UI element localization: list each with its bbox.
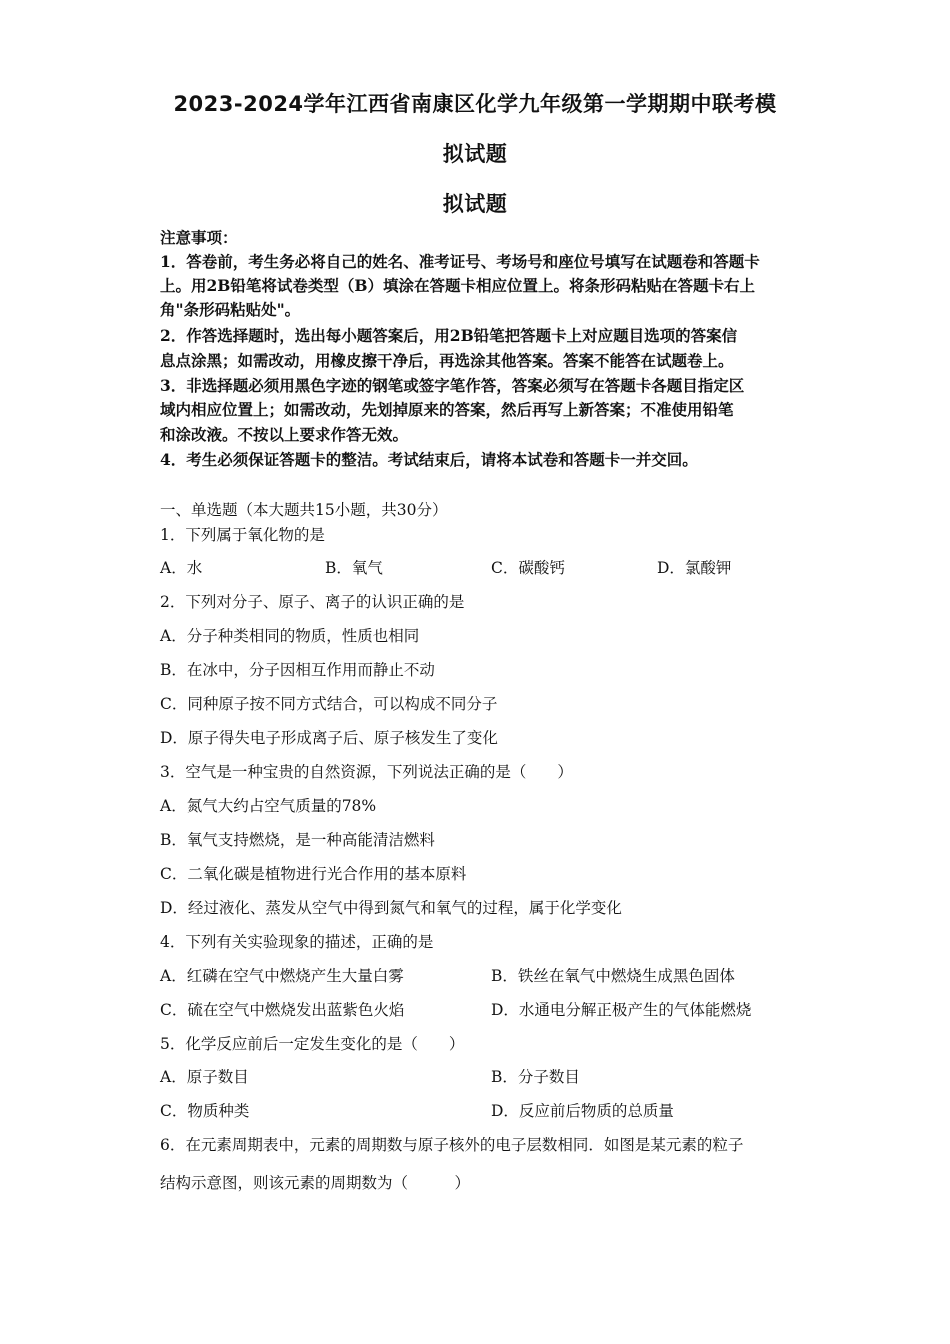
question-5-stem: 5．化学反应前后一定发生变化的是（ ） bbox=[160, 1035, 465, 1053]
notice-line: 上。用2B铅笔将试卷类型（B）填涂在答题卡相应位置上。将条形码粘贴在答题卡右上 bbox=[160, 276, 755, 295]
question-2-stem: 2．下列对分子、原子、离子的认识正确的是 bbox=[160, 593, 465, 611]
question-6-stem-line-2: 结构示意图，则该元素的周期数为（ ） bbox=[160, 1174, 471, 1192]
question-3-option-a: A．氮气大约占空气质量的78% bbox=[160, 797, 377, 815]
section-heading: 一、单选题（本大题共15小题，共30分） bbox=[160, 501, 448, 519]
notice-heading: 注意事项： bbox=[160, 228, 238, 247]
question-5-option-c: C．物质种类 bbox=[160, 1102, 250, 1120]
question-6-stem-line-1: 6．在元素周期表中，元素的周期数与原子核外的电子层数相同．如图是某元素的粒子 bbox=[160, 1136, 744, 1154]
notice-line: 域内相应位置上；如需改动，先划掉原来的答案，然后再写上新答案；不准使用铅笔 bbox=[160, 400, 734, 419]
notice-line: 角"条形码粘贴处"。 bbox=[160, 300, 301, 319]
question-4-option-b: B．铁丝在氧气中燃烧生成黑色固体 bbox=[491, 967, 735, 985]
notice-line: 3．非选择题必须用黑色字迹的钢笔或签字笔作答，答案必须写在答题卡各题目指定区 bbox=[160, 376, 745, 395]
question-3-stem: 3．空气是一种宝贵的自然资源，下列说法正确的是（ ） bbox=[160, 763, 573, 781]
exam-title-line-3: 拟试题 bbox=[442, 192, 508, 216]
question-3-option-c: C．二氧化碳是植物进行光合作用的基本原料 bbox=[160, 865, 467, 883]
question-1-option-d: D．氯酸钾 bbox=[657, 559, 732, 577]
question-4-option-d: D．水通电分解正极产生的气体能燃烧 bbox=[491, 1001, 752, 1019]
notice-line: 息点涂黑；如需改动，用橡皮擦干净后，再选涂其他答案。答案不能答在试题卷上。 bbox=[160, 351, 734, 370]
question-3-option-d: D．经过液化、蒸发从空气中得到氮气和氧气的过程，属于化学变化 bbox=[160, 899, 622, 917]
question-1-option-b: B．氧气 bbox=[325, 559, 383, 577]
question-4-option-a: A．红磷在空气中燃烧产生大量白雾 bbox=[160, 967, 404, 985]
question-1-option-c: C．碳酸钙 bbox=[491, 559, 565, 577]
exam-title-line-2: 拟试题 bbox=[442, 142, 508, 166]
question-2-option-a: A．分子种类相同的物质，性质也相同 bbox=[160, 627, 420, 645]
question-1-option-a: A．水 bbox=[160, 559, 203, 577]
question-4-option-c: C．硫在空气中燃烧发出蓝紫色火焰 bbox=[160, 1001, 405, 1019]
question-5-option-b: B．分子数目 bbox=[491, 1068, 580, 1086]
question-2-option-b: B．在冰中，分子因相互作用而静止不动 bbox=[160, 661, 435, 679]
question-4-stem: 4．下列有关实验现象的描述，正确的是 bbox=[160, 933, 434, 951]
notice-line: 4．考生必须保证答题卡的整洁。考试结束后，请将本试卷和答题卡一并交回。 bbox=[160, 450, 698, 469]
question-2-option-d: D．原子得失电子形成离子后、原子核发生了变化 bbox=[160, 729, 498, 747]
notice-line: 和涂改液。不按以上要求作答无效。 bbox=[160, 425, 409, 444]
exam-title-line-1: 2023-2024学年江西省南康区化学九年级第一学期期中联考模 bbox=[173, 92, 777, 116]
question-3-option-b: B．氧气支持燃烧，是一种高能清洁燃料 bbox=[160, 831, 435, 849]
question-5-option-d: D．反应前后物质的总质量 bbox=[491, 1102, 674, 1120]
question-1-stem: 1．下列属于氧化物的是 bbox=[160, 526, 325, 544]
notice-line: 2．作答选择题时，选出每小题答案后，用2B铅笔把答题卡上对应题目选项的答案信 bbox=[160, 326, 738, 345]
question-2-option-c: C．同种原子按不同方式结合，可以构成不同分子 bbox=[160, 695, 498, 713]
notice-line: 1．答卷前，考生务必将自己的姓名、准考证号、考场号和座位号填写在试题卷和答题卡 bbox=[160, 252, 760, 271]
question-5-option-a: A．原子数目 bbox=[160, 1068, 249, 1086]
